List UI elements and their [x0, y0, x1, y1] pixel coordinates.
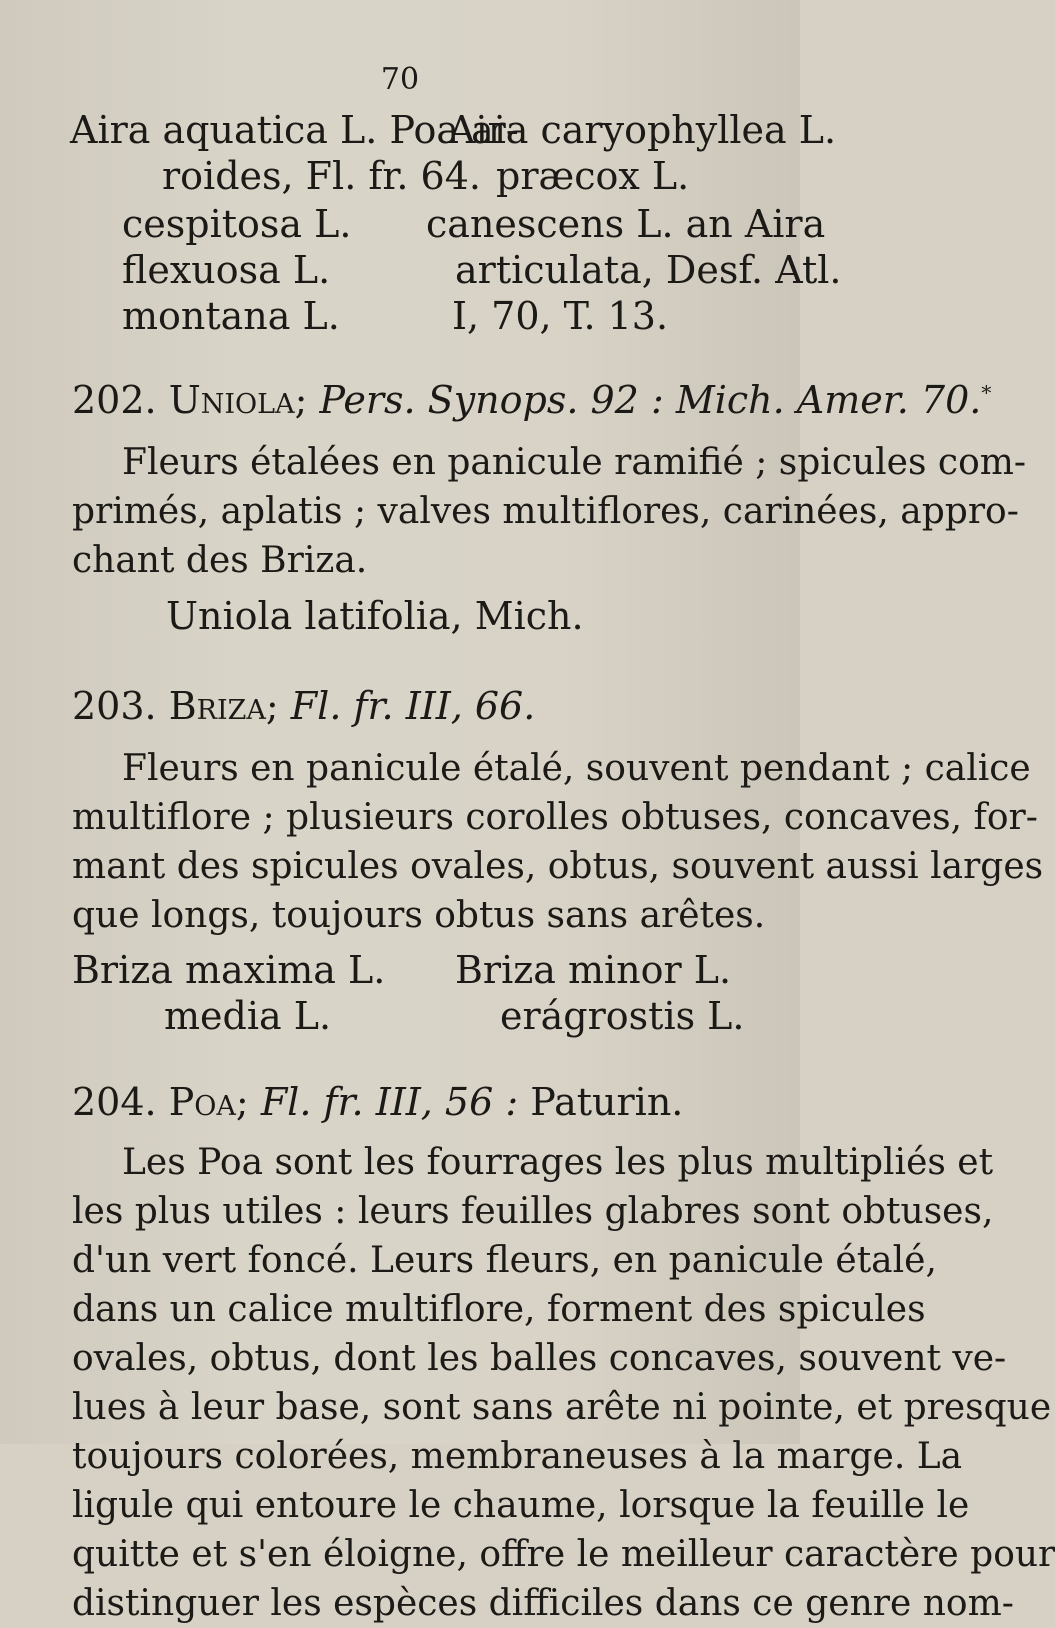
species-entry: I, 70, T. 13. [452, 294, 669, 338]
species-entry: media L. [164, 994, 332, 1038]
species-entry: erágrostis L. [500, 994, 745, 1038]
genus-heading: 203. Briza; Fl. fr. III, 66. [72, 684, 536, 728]
species-entry: articulata, Desf. Atl. [455, 248, 842, 292]
species-entry: montana L. [122, 294, 340, 338]
species-entry: flexuosa L. [122, 248, 331, 292]
page-number: 70 [380, 62, 420, 97]
species-entry: Aira caryophyllea L. [448, 108, 837, 152]
species-entry: Briza maxima L. [72, 948, 386, 992]
genus-heading: 202. Uniola; Pers. Synops. 92 : Mich. Amer. 70.* [72, 378, 992, 422]
genus-description: Fleurs en panicule étalé, souvent pendant ; calice multiflore ; plusieurs corolles obtuses, concaves, for- mant des spicules ovales, obtus, souvent aussi larges que longs, toujours obtus sans arêtes. [72, 748, 1044, 936]
species-entry: canescens L. an Aira [426, 202, 826, 246]
genus-description: Les Poa sont les fourrages les plus multipliés et les plus utiles : leurs feuilles glabres sont obtuses, d'un vert foncé. Leurs fleurs, en panicule étalé, dans un calice multiflore, forment des spicules ovales, obtus, dont les balles concaves, souvent ve- lues à leur base, sont sans arête ni pointe, et presque toujours colorées, membraneuses à la marge. La ligule qui entoure le chaume, lorsque la feuille le quitte et s'en éloigne, offre le meilleur caractère pour distinguer les espèces difficiles dans ce genre nom- [72, 1142, 1055, 1624]
species-entry: Uniola latifolia, Mich. [166, 594, 584, 638]
genus-description: Fleurs étalées en panicule ramifié ; spicules com- primés, aplatis ; valves multiflores, carinées, appro- chant des Briza. [72, 442, 1027, 581]
species-entry: Briza minor L. [455, 948, 732, 992]
genus-heading: 204. Poa; Fl. fr. III, 56 : Paturin. [72, 1080, 684, 1124]
species-entry: præcox L. [496, 154, 690, 198]
species-entry: roides, Fl. fr. 64. [162, 154, 481, 198]
species-entry: cespitosa L. [122, 202, 352, 246]
species-entry: Aira aquatica L. Poa ai- [70, 108, 519, 152]
